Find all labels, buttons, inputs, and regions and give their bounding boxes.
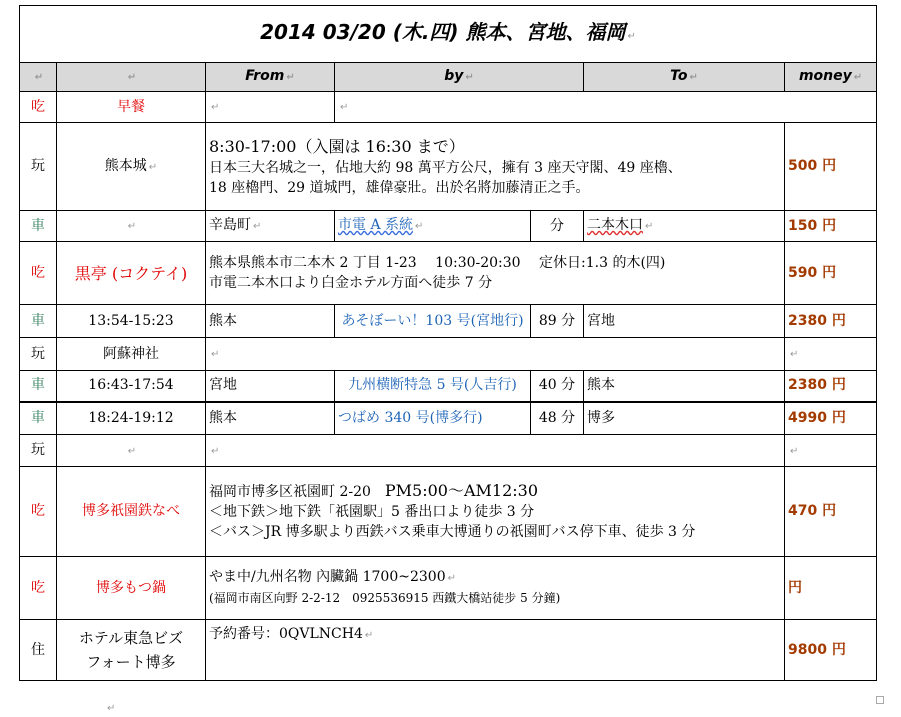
cell-end-mark: ↵ (211, 102, 220, 113)
header-money-label: money (798, 68, 852, 84)
directions-line: 市電二本木口より白金ホテル方面へ徒歩 7 分 (209, 274, 493, 291)
row-kokutei (20, 242, 877, 305)
cell-end-mark: ↵ (340, 102, 349, 113)
place-cell (57, 123, 206, 211)
restaurant-text: やま中/九州名物 內臟鍋 1700~2300 (209, 569, 446, 585)
header-cat (20, 63, 57, 92)
money-cell: 150 円 (785, 211, 877, 242)
row-tram (20, 211, 877, 242)
time-cell: 18:24-19:12 (57, 402, 206, 435)
duration-cell: 分 (531, 211, 584, 242)
subway-directions: ＜地下鉄＞地下鉄「祇園駅」5 番出口より徒歩 3 分 (209, 504, 535, 520)
info-cell (206, 467, 785, 557)
category-cell: 車 (20, 402, 57, 435)
row-train-2 (20, 371, 877, 402)
cell-end-mark: ↵ (447, 573, 456, 584)
row-hotel (20, 620, 877, 681)
to-cell: 熊本 (584, 371, 785, 402)
restaurant-line (209, 569, 781, 587)
cell-end-mark: ↵ (211, 349, 220, 360)
cell-end-mark: ↵ (253, 221, 262, 232)
duration-cell: 48 分 (531, 402, 584, 435)
duration-cell: 40 分 (531, 371, 584, 402)
cell-end-mark: ↵ (127, 445, 137, 457)
train-name: 市電 A 系統 (338, 217, 414, 233)
description-line: 18 座櫓門、29 道城門，雄偉豪壯。出於名將加藤清正之手。 (209, 179, 590, 196)
to-cell: 宮地 (584, 305, 785, 338)
info-cell (206, 557, 785, 620)
row-gion-tetsunabe (20, 467, 877, 557)
info-cell (206, 435, 785, 467)
to-cell (584, 211, 785, 242)
place-cell (57, 620, 206, 681)
title-cell (20, 6, 877, 63)
opening-hours: 8:30-17:00（入園は 16:30 まで） (209, 136, 465, 156)
info-cell (206, 338, 785, 371)
info-cell (206, 620, 785, 681)
place-name: 早餐 (117, 98, 145, 115)
from-cell: 宮地 (206, 371, 335, 402)
cell-end-mark: ↵ (689, 72, 698, 83)
cell-end-mark: ↵ (627, 30, 636, 42)
by-cell: あそぼーい！103 号(宮地行) (335, 305, 531, 338)
time-cell: 13:54-15:23 (57, 305, 206, 338)
category-cell: 吃 (20, 242, 57, 305)
info-cell (335, 92, 877, 123)
money-cell: 円 (785, 557, 877, 620)
row-kumamoto-castle (20, 123, 877, 211)
hotel-name-line: ホテル東急ビズ (78, 629, 184, 647)
hotel-name-line: フォート博多 (86, 653, 176, 671)
bus-directions: ＜バス＞JR 博多駅より西鉄バス乗車大博通りの祇園町バス停下車、徒歩 3 分 (209, 524, 696, 540)
header-from (206, 63, 335, 92)
itinerary-table (19, 5, 877, 681)
category-cell: 車 (20, 371, 57, 402)
category-cell: 吃 (20, 557, 57, 620)
category-cell: 住 (20, 620, 57, 681)
from-cell: 熊本 (206, 305, 335, 338)
money-cell: 9800 円 (785, 620, 877, 681)
duration-cell: 89 分 (531, 305, 584, 338)
header-by-label: by (444, 68, 464, 84)
money-cell: 2380 円 (785, 371, 877, 402)
time-cell: 16:43-17:54 (57, 371, 206, 402)
place-cell (57, 92, 206, 123)
by-cell: 九州横断特急 5 号(人吉行) (335, 371, 531, 402)
category-cell: 吃 (20, 467, 57, 557)
header-to (584, 63, 785, 92)
place-cell: 博多祇園鉄なべ (57, 467, 206, 557)
header-row (20, 63, 877, 92)
page-title: 2014 03/20 (木.四) 熊本、宮地、福岡 (260, 19, 626, 44)
table-resize-handle[interactable] (876, 696, 884, 704)
cell-end-mark: ↵ (148, 161, 158, 173)
money-cell: 2380 円 (785, 305, 877, 338)
from-cell: 熊本 (206, 402, 335, 435)
by-cell (335, 211, 531, 242)
time-cell (57, 211, 206, 242)
info-cell (206, 242, 785, 305)
money-cell (785, 435, 877, 467)
address-line (209, 482, 781, 501)
description-line: 日本三大名城之一，佔地大約 98 萬平方公尺，擁有 3 座天守閣、49 座櫓、 (209, 159, 682, 176)
header-by (335, 63, 584, 92)
cell-end-mark: ↵ (853, 72, 863, 83)
title-row (20, 6, 877, 63)
cell-end-mark: ↵ (211, 445, 220, 457)
from-cell (206, 211, 335, 242)
place-cell (57, 435, 206, 467)
address-line: (福岡市南区向野 2-2-12 0925536915 西鐵大橋站徒步 5 分鐘) (209, 591, 561, 605)
money-cell: 4990 円 (785, 402, 877, 435)
place-cell: 博多もつ鍋 (57, 557, 206, 620)
money-cell: 470 円 (785, 467, 877, 557)
row-train-3 (20, 402, 877, 435)
row-play-empty (20, 435, 877, 467)
paragraph-mark: ↵ (107, 703, 116, 714)
cell-end-mark: ↵ (127, 72, 137, 83)
row-aso-shrine (20, 338, 877, 371)
money-cell: 590 円 (785, 242, 877, 305)
cell-end-mark: ↵ (364, 630, 374, 641)
category-cell: 車 (20, 305, 57, 338)
cell-end-mark: ↵ (645, 221, 654, 232)
cell-end-mark: ↵ (465, 72, 474, 83)
category-cell: 車 (20, 211, 57, 242)
category-cell: 玩 (20, 338, 57, 371)
place-name: 熊本城 (104, 157, 147, 174)
cell-end-mark: ↵ (790, 445, 799, 457)
cell-end-mark: ↵ (415, 221, 424, 232)
row-breakfast (20, 92, 877, 123)
address-text: 福岡市博多区祇園町 2-20 (209, 484, 385, 500)
category-cell: 玩 (20, 123, 57, 211)
header-money (785, 63, 877, 92)
category-cell: 吃 (20, 92, 57, 123)
row-train-1 (20, 305, 877, 338)
row-motsunabe (20, 557, 877, 620)
header-to-label: To (670, 68, 688, 84)
header-from-label: From (245, 68, 285, 84)
reservation-number: 予約番号：0QVLNCH4 (209, 626, 363, 642)
to-station: 二本木口 (587, 217, 643, 233)
from-cell (206, 92, 335, 123)
place-cell: 黒亭 (コクテイ) (57, 242, 206, 305)
cell-end-mark: ↵ (286, 72, 295, 83)
money-cell (785, 338, 877, 371)
cell-end-mark: ↵ (127, 221, 137, 232)
category-cell: 玩 (20, 435, 57, 467)
by-cell: つばめ 340 号(博多行) (335, 402, 531, 435)
to-cell: 博多 (584, 402, 785, 435)
place-cell: 阿蘇神社 (57, 338, 206, 371)
opening-hours: PM5:00～AM12:30 (384, 481, 539, 500)
cell-end-mark: ↵ (34, 72, 44, 83)
cell-end-mark: ↵ (790, 349, 799, 360)
info-cell (206, 123, 785, 211)
money-cell: 500 円 (785, 123, 877, 211)
from-station: 辛島町 (209, 217, 251, 233)
header-place (57, 63, 206, 92)
address-line: 熊本県熊本市二本木 2 丁目 1-23 10:30-20:30 定休日:1.3 的木(四) (209, 254, 666, 271)
